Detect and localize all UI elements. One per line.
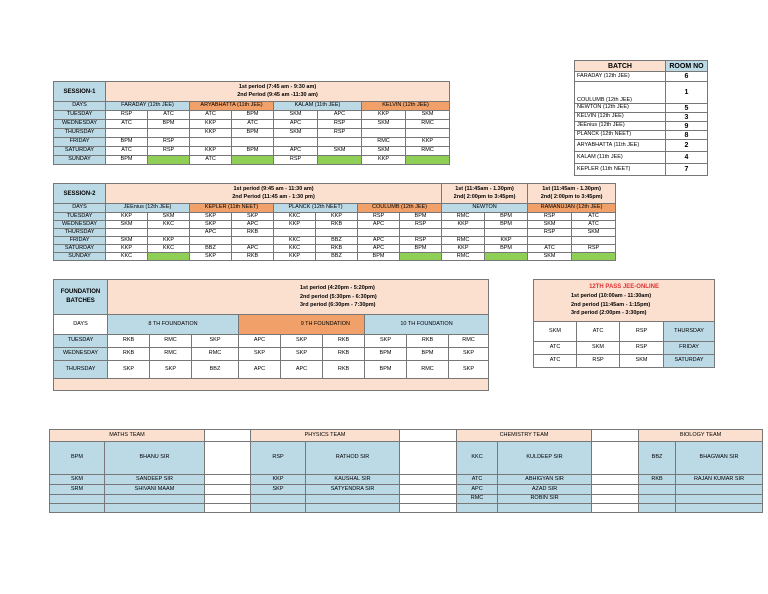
teacher-code-cell (106, 129, 148, 138)
session2-periods (106, 184, 442, 204)
teacher-code-cell: RKB (316, 245, 358, 253)
day-label: WEDNESDAY (54, 221, 106, 229)
teacher-code-cell: SKP (108, 361, 150, 379)
timetable-row (54, 253, 616, 261)
teacher-code-cell: SKM (148, 213, 190, 221)
teacher-code-cell (232, 156, 274, 165)
teacher-code-cell: SKM (572, 229, 616, 237)
period-2: 2nd period (5:30pm - 6:30pm) (300, 293, 377, 300)
teacher-name: SANDEEP SIR (105, 475, 205, 485)
batch-room-table (574, 60, 708, 176)
day-label: SATURDAY (54, 147, 106, 156)
teacher-code-cell (106, 229, 148, 237)
teacher-code-cell: SKP (365, 335, 407, 348)
teacher-code-cell: RSP (106, 111, 148, 120)
teacher-code-cell: BBZ (316, 253, 358, 261)
teacher-code-cell: RSP (274, 156, 318, 165)
session1-periods (106, 82, 450, 102)
teacher-code-cell: BPM (148, 120, 190, 129)
batch-header: FARADAY (12th JEE) (106, 102, 190, 111)
teacher-code-cell: SKP (281, 348, 323, 361)
timetable-row (54, 138, 450, 147)
teacher-name: BHANU SIR (105, 442, 205, 475)
teacher-code-cell: SKP (239, 348, 281, 361)
teacher-code-cell: SKM (577, 342, 620, 355)
teacher-code-cell: RSP (572, 245, 616, 253)
teacher-code-cell (485, 253, 528, 261)
timetable-row (534, 355, 715, 368)
teacher-code-cell: KKC (274, 213, 316, 221)
batch-name: JEEnius (12th JEE) (575, 122, 666, 131)
timetable-row (534, 322, 715, 342)
teacher-code-cell: RKB (232, 253, 274, 261)
batch-name: FARADAY (12th JEE) (575, 72, 666, 82)
teacher-code: KKP (251, 475, 306, 485)
teacher-code-cell: KKP (190, 147, 232, 156)
teacher-code-cell: KKC (148, 245, 190, 253)
period-2: 2nd( 2:00pm to 3:45pm) (453, 193, 516, 200)
teacher-code-cell: ATC (577, 322, 620, 342)
teacher-code-cell (318, 138, 362, 147)
teacher-code-cell: RSP (400, 237, 442, 245)
batch-header: PLANCK (12th NEET) (274, 204, 358, 213)
timetable-row (54, 147, 450, 156)
batch-name: KALAM (11th JEE) (575, 152, 666, 164)
teacher-code-cell: KKC (274, 237, 316, 245)
teacher-code-cell (148, 229, 190, 237)
foundation-label (54, 280, 108, 315)
teacher-code-cell: APC (190, 229, 232, 237)
teacher-code-cell: BPM (407, 348, 449, 361)
teacher-code-cell: RMC (407, 361, 449, 379)
day-label: FRIDAY (54, 138, 106, 147)
batch-name: ARYABHATTA (11th JEE) (575, 140, 666, 152)
teacher-code-cell: KKP (274, 221, 316, 229)
teacher-name: RAJAN KUMAR SIR (676, 475, 763, 485)
teacher-code-cell: SKM (406, 111, 450, 120)
teacher-code-cell: KKC (106, 253, 148, 261)
batch-header: ARYABHATTA (11th JEE) (190, 102, 274, 111)
teacher-code-cell: ATC (106, 147, 148, 156)
period-3: 3rd period (2:00pm - 3:30pm) (571, 310, 647, 317)
teacher-code-cell: KKP (190, 129, 232, 138)
online-title: 12TH PASS JEE-ONLINE (589, 284, 659, 291)
chemistry-team-header: CHEMISTRY TEAM (457, 430, 592, 442)
teacher-code-cell: KKP (485, 237, 528, 245)
teacher-code-cell: KKP (148, 237, 190, 245)
session2-label: SESSION-2 (54, 184, 106, 204)
timetable-row (54, 156, 450, 165)
teacher-name: SATYENDRA SIR (306, 485, 400, 495)
teacher-code-cell (358, 229, 400, 237)
batch-name: COULUMB (12th JEE) (575, 82, 666, 104)
teacher-code-cell: BBZ (316, 237, 358, 245)
teacher-code-cell: APC (358, 245, 400, 253)
teacher-code-cell: BPM (485, 213, 528, 221)
teacher-code-cell: RMC (150, 335, 192, 348)
teacher-code-cell: BPM (400, 245, 442, 253)
teacher-name: ROBIN SIR (498, 495, 592, 504)
batch-header: 9 TH FOUNDATION (239, 315, 365, 335)
timetable-row (54, 120, 450, 129)
days-header: DAYS (54, 102, 106, 111)
teacher-code-cell: SKM (620, 355, 664, 368)
teacher-code-cell: RSP (318, 129, 362, 138)
teacher-code-cell: BPM (232, 129, 274, 138)
room-no: 2 (666, 140, 708, 152)
teacher-code-cell: KKP (190, 120, 232, 129)
day-label: WEDNESDAY (54, 348, 108, 361)
teacher-code-cell: RSP (577, 355, 620, 368)
teacher-code-cell: KKP (106, 245, 148, 253)
timetable-row (534, 342, 715, 355)
teacher-code-cell: SKM (362, 147, 406, 156)
teacher-code-cell (442, 229, 485, 237)
teacher-code: SRM (50, 485, 105, 495)
teacher-code-cell: ATC (148, 111, 190, 120)
teacher-code-cell: ATC (572, 213, 616, 221)
teacher-code-cell: RKB (323, 348, 365, 361)
teacher-code-cell: RMC (442, 237, 485, 245)
foundation-footer-bar (54, 379, 489, 391)
teacher-code-cell (274, 229, 316, 237)
teacher-code-cell: SKM (274, 111, 318, 120)
teacher-code-cell: RKB (323, 335, 365, 348)
day-label: WEDNESDAY (54, 120, 106, 129)
teacher-code-cell: SKP (232, 213, 274, 221)
room-no: 9 (666, 122, 708, 131)
period-1: 1st period (7:45 am - 9:30 am) (238, 84, 317, 90)
teacher-code-cell: RSP (148, 138, 190, 147)
teacher-code-cell: SKM (318, 147, 362, 156)
timetable-row (54, 221, 616, 229)
teacher-code-cell: BPM (106, 138, 148, 147)
batch-name: PLANCK (12th NEET) (575, 131, 666, 140)
physics-team-header: PHYSICS TEAM (251, 430, 400, 442)
teacher-code-cell (572, 253, 616, 261)
day-label: SATURDAY (664, 355, 715, 368)
batch-header: KEPLER (11th NEET) (190, 204, 274, 213)
teacher-code-cell: SKP (190, 253, 232, 261)
teacher-code-cell (232, 237, 274, 245)
teacher-code-cell: SKP (190, 221, 232, 229)
teacher-code-cell: RMC (442, 213, 485, 221)
online-table (533, 279, 715, 368)
teacher-code-cell: SKP (192, 335, 239, 348)
teacher-code-cell (232, 138, 274, 147)
teacher-code: SKP (251, 485, 306, 495)
teacher-code-cell: RMC (442, 253, 485, 261)
teacher-name: BHAGWAN SIR (676, 442, 763, 475)
teacher-code-cell: RMC (192, 348, 239, 361)
day-label: THURSDAY (54, 361, 108, 379)
teacher-code-cell: ATC (534, 355, 577, 368)
teacher-code-cell: APC (358, 237, 400, 245)
teacher-code-cell: BPM (400, 213, 442, 221)
batch-name: NEWTON (12th JEE) (575, 104, 666, 113)
teacher-name: KULDEEP SIR (498, 442, 592, 475)
teacher-code: APC (457, 485, 498, 495)
teacher-code-cell: RKB (323, 361, 365, 379)
timetable-row (54, 335, 489, 348)
teacher-code-cell: APC (274, 120, 318, 129)
room-header: ROOM NO (666, 61, 708, 72)
period-1: 1st (11:45am - 1.30pm) (455, 186, 514, 192)
teacher-name: ABHIGYAN SIR (498, 475, 592, 485)
room-no: 7 (666, 164, 708, 176)
teacher-code-cell: APC (239, 335, 281, 348)
teacher-code-cell (148, 129, 190, 138)
session1-label: SESSION-1 (54, 82, 106, 102)
teacher-code-cell: APC (232, 245, 274, 253)
teacher-code-cell: RSP (358, 213, 400, 221)
period-2: 2nd Period (9:45 am -11:30 am) (237, 91, 318, 98)
teacher-code-cell: SKP (190, 213, 232, 221)
foundation-label-line2: BATCHES (66, 298, 95, 304)
teacher-code-cell: RSP (148, 147, 190, 156)
teacher-code-cell: KKP (274, 253, 316, 261)
teacher-code-cell: SKP (281, 335, 323, 348)
teacher-code: BBZ (639, 442, 676, 475)
teacher-code-cell (190, 138, 232, 147)
teacher-code-cell: ATC (190, 156, 232, 165)
teacher-code-cell: BPM (232, 147, 274, 156)
batch-header: COULUMB (12th JEE) (358, 204, 442, 213)
online-header (534, 280, 715, 322)
teacher-code-cell: SKP (150, 361, 192, 379)
timetable-row (54, 245, 616, 253)
teacher-code-cell: RMC (406, 147, 450, 156)
teacher-code-cell: KKP (316, 213, 358, 221)
teacher-code-cell (485, 229, 528, 237)
teacher-code-cell: RMC (449, 335, 489, 348)
period-2: 2nd( 2:00pm to 3:45pm) (540, 193, 603, 200)
teacher-code-cell: KKP (362, 111, 406, 120)
teacher-code-cell (274, 138, 318, 147)
period-2: 2nd period (11:45am - 1:15pm) (571, 301, 651, 308)
teacher-code-cell: APC (274, 147, 318, 156)
batch-header: KELVIN (12th JEE) (362, 102, 450, 111)
teacher-code-cell (528, 237, 572, 245)
teacher-code-cell: BPM (358, 253, 400, 261)
day-label: TUESDAY (54, 111, 106, 120)
teacher-code-cell (406, 129, 450, 138)
teacher-code-cell (400, 253, 442, 261)
teacher-code-cell: SKP (449, 348, 489, 361)
teacher-code-cell: BPM (485, 245, 528, 253)
teacher-code-cell: RMC (150, 348, 192, 361)
batch-name: KELVIN (12th JEE) (575, 113, 666, 122)
teacher-code: SKM (50, 475, 105, 485)
teacher-code-cell: ATC (106, 120, 148, 129)
teacher-code-cell: APC (239, 361, 281, 379)
biology-team-header: BIOLOGY TEAM (639, 430, 763, 442)
teacher-code-cell: KKP (442, 221, 485, 229)
teacher-code-cell (190, 237, 232, 245)
teacher-code: ATC (457, 475, 498, 485)
teacher-name: RATHOD SIR (306, 442, 400, 475)
teacher-code-cell: RSP (620, 322, 664, 342)
period-1: 1st period (9:45 am - 11:30 am) (233, 186, 314, 192)
day-label: SUNDAY (54, 253, 106, 261)
teacher-code-cell: RSP (620, 342, 664, 355)
newton-periods (442, 184, 528, 204)
period-1: 1st period (10:00am - 11:30am) (571, 293, 652, 300)
teacher-code-cell (406, 156, 450, 165)
teacher-code-cell (316, 229, 358, 237)
teacher-code-cell: RKB (316, 221, 358, 229)
teacher-code-cell: SKM (528, 221, 572, 229)
teacher-code-cell: APC (232, 221, 274, 229)
teacher-code-cell: ATC (534, 342, 577, 355)
period-1: 1st period (4:20pm - 5:20pm) (300, 284, 375, 291)
day-label: THURSDAY (54, 229, 106, 237)
batch-header: 10 TH FOUNDATION (365, 315, 489, 335)
session1-table (53, 81, 450, 165)
teacher-code-cell: SKM (534, 322, 577, 342)
day-label: TUESDAY (54, 335, 108, 348)
teacher-code-cell: APC (358, 221, 400, 229)
teacher-code-cell: BPM (106, 156, 148, 165)
teacher-code-cell: KKP (106, 213, 148, 221)
foundation-table (53, 279, 489, 391)
teacher-code-cell (148, 156, 190, 165)
batch-name: KEPLER (11th NEET) (575, 164, 666, 176)
teacher-code-cell: SKM (362, 120, 406, 129)
timetable-row (54, 348, 489, 361)
teacher-code-cell: KKP (362, 156, 406, 165)
period-2: 2nd Period (11:45 am - 1:30 pm) (232, 193, 315, 200)
teacher-code-cell: BBZ (190, 245, 232, 253)
teacher-code-cell: SKM (528, 253, 572, 261)
ramanujan-periods (528, 184, 616, 204)
teacher-code-cell: APC (281, 361, 323, 379)
day-label: FRIDAY (664, 342, 715, 355)
teacher-code-cell: BPM (232, 111, 274, 120)
teacher-code-cell: ATC (190, 111, 232, 120)
teacher-name: SHIVANI MAAM (105, 485, 205, 495)
room-no: 6 (666, 72, 708, 82)
day-label: THURSDAY (54, 129, 106, 138)
teacher-name: KAUSHAL SIR (306, 475, 400, 485)
teacher-code-cell: BPM (365, 348, 407, 361)
teacher-code: RSP (251, 442, 306, 475)
day-label: SATURDAY (54, 245, 106, 253)
teacher-code-cell: ATC (528, 245, 572, 253)
teacher-code-cell: RSP (528, 229, 572, 237)
teacher-code-cell: SKP (449, 361, 489, 379)
teacher-code: RMC (457, 495, 498, 504)
teacher-code-cell: BBZ (192, 361, 239, 379)
teacher-code-cell: KKC (148, 221, 190, 229)
teacher-code-cell: ATC (232, 120, 274, 129)
teacher-code-cell (362, 129, 406, 138)
teacher-code-cell: SKM (274, 129, 318, 138)
room-no: 4 (666, 152, 708, 164)
batch-header: 8 TH FOUNDATION (108, 315, 239, 335)
teacher-code: BPM (50, 442, 105, 475)
teacher-code: KKC (457, 442, 498, 475)
room-no: 1 (666, 82, 708, 104)
room-no: 8 (666, 131, 708, 140)
teacher-code-cell: KKP (406, 138, 450, 147)
batch-header: KALAM (11th JEE) (274, 102, 362, 111)
teacher-code-cell: RSP (318, 120, 362, 129)
teacher-code-cell (148, 253, 190, 261)
timetable-row (54, 213, 616, 221)
teams-table (49, 429, 763, 513)
teacher-name: AZAD SIR (498, 485, 592, 495)
room-no: 5 (666, 104, 708, 113)
teacher-code-cell (572, 237, 616, 245)
teacher-code-cell: RSP (528, 213, 572, 221)
teacher-code-cell: APC (318, 111, 362, 120)
teacher-code-cell: RMC (362, 138, 406, 147)
teacher-code: RKB (639, 475, 676, 485)
session2-table (53, 183, 616, 261)
teacher-code-cell: KKP (442, 245, 485, 253)
teacher-code-cell: RKB (407, 335, 449, 348)
teacher-code-cell: BPM (365, 361, 407, 379)
teacher-code-cell: RKB (108, 348, 150, 361)
teacher-code-cell: KKC (274, 245, 316, 253)
batch-header: NEWTON (442, 204, 528, 213)
foundation-periods (108, 280, 489, 315)
teacher-code-cell: RSP (400, 221, 442, 229)
timetable-row (54, 237, 616, 245)
day-label: FRIDAY (54, 237, 106, 245)
room-no: 3 (666, 113, 708, 122)
teacher-code-cell: BPM (485, 221, 528, 229)
teacher-code-cell: SKM (106, 237, 148, 245)
day-label: TUESDAY (54, 213, 106, 221)
teacher-code-cell: RKB (232, 229, 274, 237)
teacher-code-cell (400, 229, 442, 237)
timetable-row (54, 229, 616, 237)
batch-header: RAMANUJAN (12th JEE) (528, 204, 616, 213)
day-label: SUNDAY (54, 156, 106, 165)
teacher-code-cell: RKB (108, 335, 150, 348)
days-header: DAYS (54, 204, 106, 213)
maths-team-header: MATHS TEAM (50, 430, 205, 442)
period-1: 1st (11:45am - 1.30pm) (542, 186, 601, 192)
teacher-code-cell: ATC (572, 221, 616, 229)
foundation-label-line1: FOUNDATION (60, 289, 101, 295)
batch-header: BATCH (575, 61, 666, 72)
timetable-row (54, 111, 450, 120)
days-header: DAYS (54, 315, 108, 335)
period-3: 3rd period (6:30pm - 7:30pm) (300, 302, 376, 309)
teacher-code-cell: RMC (406, 120, 450, 129)
timetable-row (54, 361, 489, 379)
timetable-row (54, 129, 450, 138)
day-label: THURSDAY (664, 322, 715, 342)
teacher-code-cell (318, 156, 362, 165)
batch-header: JEEnius (12th JEE) (106, 204, 190, 213)
teacher-code-cell: SKM (106, 221, 148, 229)
